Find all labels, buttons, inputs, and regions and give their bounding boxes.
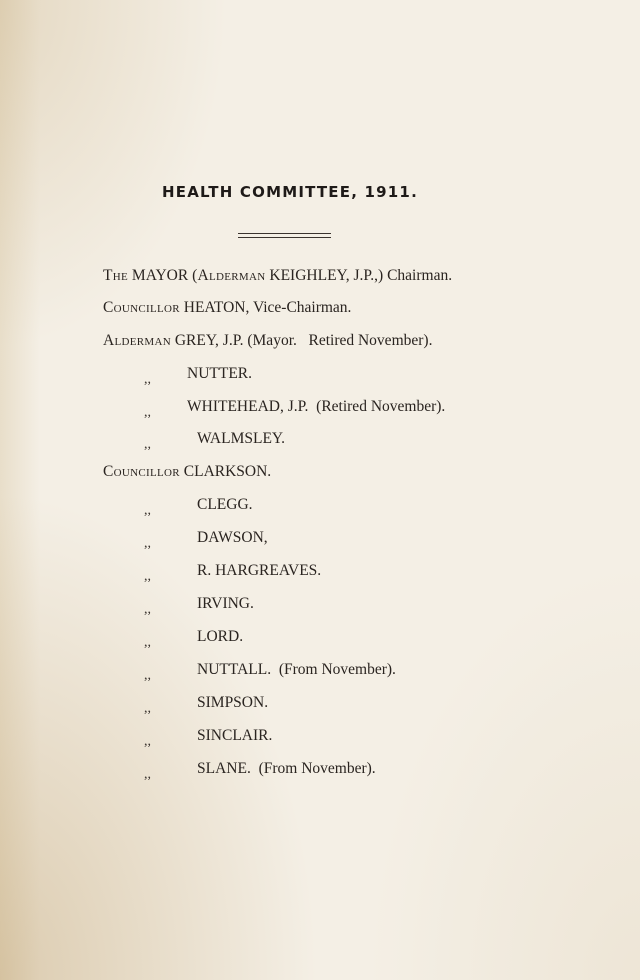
member-role: (Alderman [192, 267, 266, 284]
ditto-mark: ,, [144, 372, 151, 387]
member-row-13: NUTTALL. (From November). [197, 661, 396, 678]
title-rule-bottom [238, 237, 331, 238]
member-title: Councillor [103, 463, 180, 480]
member-row-9: DAWSON, [197, 529, 268, 546]
member-row-16: SLANE. (From November). [197, 760, 376, 777]
member-row-10: R. HARGREAVES. [197, 562, 322, 579]
member-row-1 [103, 267, 452, 285]
member-title: Councillor [103, 299, 180, 316]
ditto-mark: ,, [144, 602, 151, 617]
ditto-mark: ,, [144, 437, 151, 452]
member-row-15: SINCLAIR. [197, 727, 273, 744]
member-title: Alderman [103, 332, 171, 349]
title-rule-top [238, 233, 331, 234]
member-name-prefix: MAYOR [131, 267, 193, 284]
ditto-mark: ,, [144, 734, 151, 749]
member-row-7 [103, 463, 271, 481]
member-row-4: NUTTER. [187, 365, 253, 382]
ditto-mark: ,, [144, 635, 151, 650]
member-text: KEIGHLEY, J.P.,) Chairman. [265, 267, 453, 284]
ditto-mark: ,, [144, 536, 151, 551]
page-title: HEALTH COMMITTEE, 1911. [162, 183, 418, 201]
member-row-5: WHITEHEAD, J.P. (Retired November). [187, 398, 446, 415]
ditto-mark: ,, [144, 701, 151, 716]
ditto-mark: ,, [144, 569, 151, 584]
member-row-8: CLEGG. [197, 496, 253, 513]
member-text: GREY, J.P. (Mayor. Retired November). [174, 332, 433, 349]
member-title: The [103, 267, 129, 284]
member-row-11: IRVING. [197, 595, 254, 612]
ditto-mark: ,, [144, 405, 151, 420]
member-row-12: LORD. [197, 628, 244, 645]
ditto-mark: ,, [144, 767, 151, 782]
member-row-14: SIMPSON. [197, 694, 269, 711]
member-row-6: WALMSLEY. [197, 430, 285, 447]
member-row-2 [103, 299, 351, 317]
member-text: HEATON, Vice-Chairman. [183, 299, 352, 316]
member-row-3 [103, 332, 432, 350]
ditto-mark: ,, [144, 503, 151, 518]
member-text: CLARKSON. [183, 463, 272, 480]
ditto-mark: ,, [144, 668, 151, 683]
